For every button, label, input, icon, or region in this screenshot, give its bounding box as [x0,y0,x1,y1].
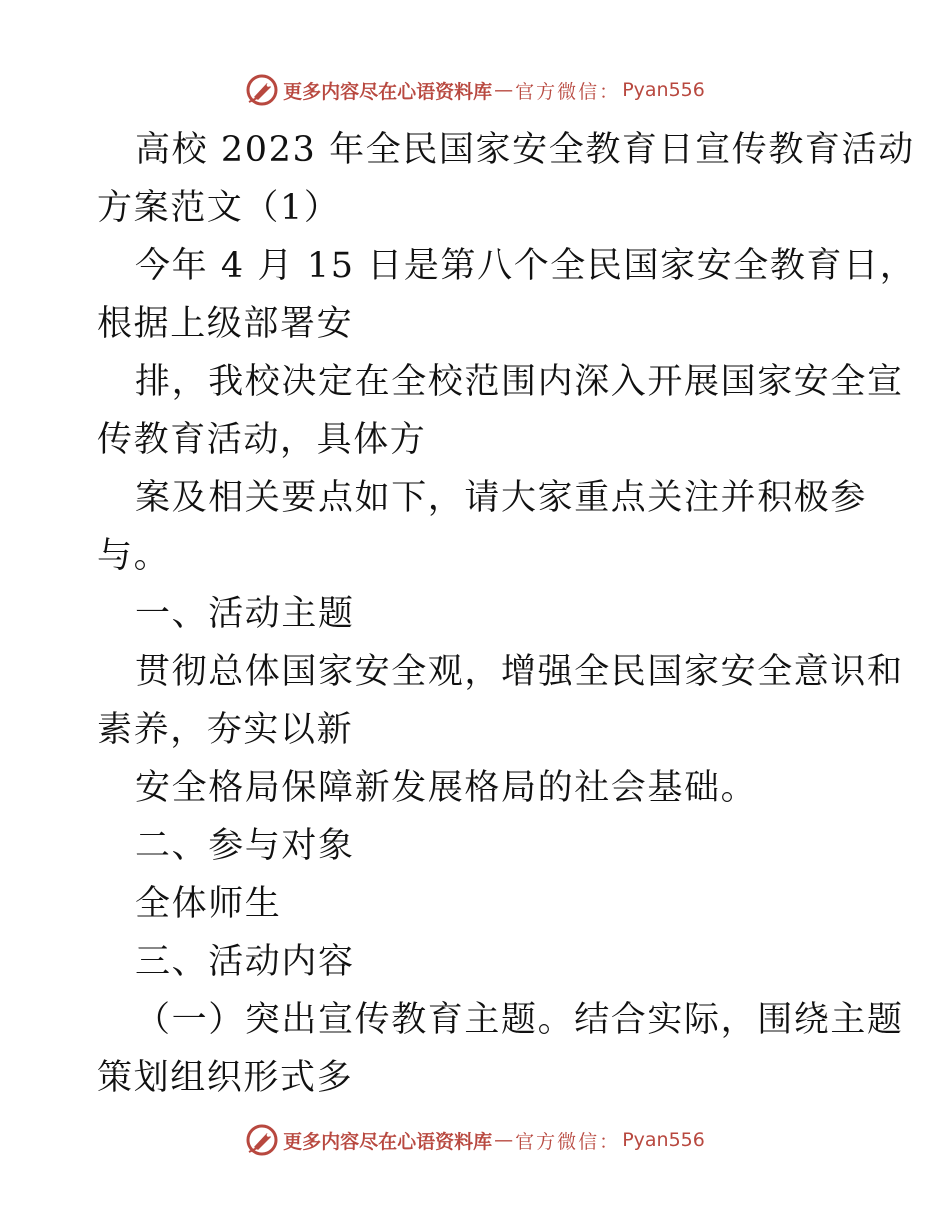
paragraph-line: 案及相关要点如下，请大家重点关注并积极参 [135,478,868,518]
watermark-official-label: 官方微信： [515,1130,621,1153]
pen-nib-logo-icon [245,73,279,107]
pen-nib-logo-icon [245,1123,279,1157]
paragraph-line: 策划组织形式多 [97,1058,354,1098]
watermark-dash: — [494,79,514,101]
header-watermark [0,70,950,110]
watermark-wechat-id: Pyan556 [622,1129,705,1151]
footer-watermark [0,1120,950,1160]
title-line-2: 方案范文（1） [97,188,341,228]
section-heading: 一、活动主题 [135,594,355,634]
section-heading: 三、活动内容 [135,942,355,982]
paragraph-line: 根据上级部署安 [97,304,354,344]
paragraph-line: 传教育活动，具体方 [97,420,427,460]
paragraph-line: 全体师生 [135,884,282,924]
paragraph-line: （一）突出宣传教育主题。结合实际，围绕主题 [135,1000,904,1040]
watermark-wechat-id: Pyan556 [622,79,705,101]
watermark-brand-text: 更多内容尽在心语资料库 [283,80,493,103]
paragraph-line: 素养，夯实以新 [97,710,354,750]
paragraph-line: 排，我校决定在全校范围内深入开展国家安全宣 [135,362,904,402]
watermark-dash: — [494,1129,514,1151]
watermark-official-label: 官方微信： [515,80,621,103]
paragraph-line: 贯彻总体国家安全观，增强全民国家安全意识和 [135,652,904,692]
document-body [97,121,917,1107]
watermark-brand-text: 更多内容尽在心语资料库 [283,1130,493,1153]
paragraph-line: 今年 4 月 15 日是第八个全民国家安全教育日， [135,246,917,286]
section-heading: 二、参与对象 [135,826,355,866]
title-line-1: 高校 2023 年全民国家安全教育日宣传教育活动 [135,130,915,170]
paragraph-line: 安全格局保障新发展格局的社会基础。 [135,768,758,808]
paragraph-line: 与。 [97,536,171,576]
